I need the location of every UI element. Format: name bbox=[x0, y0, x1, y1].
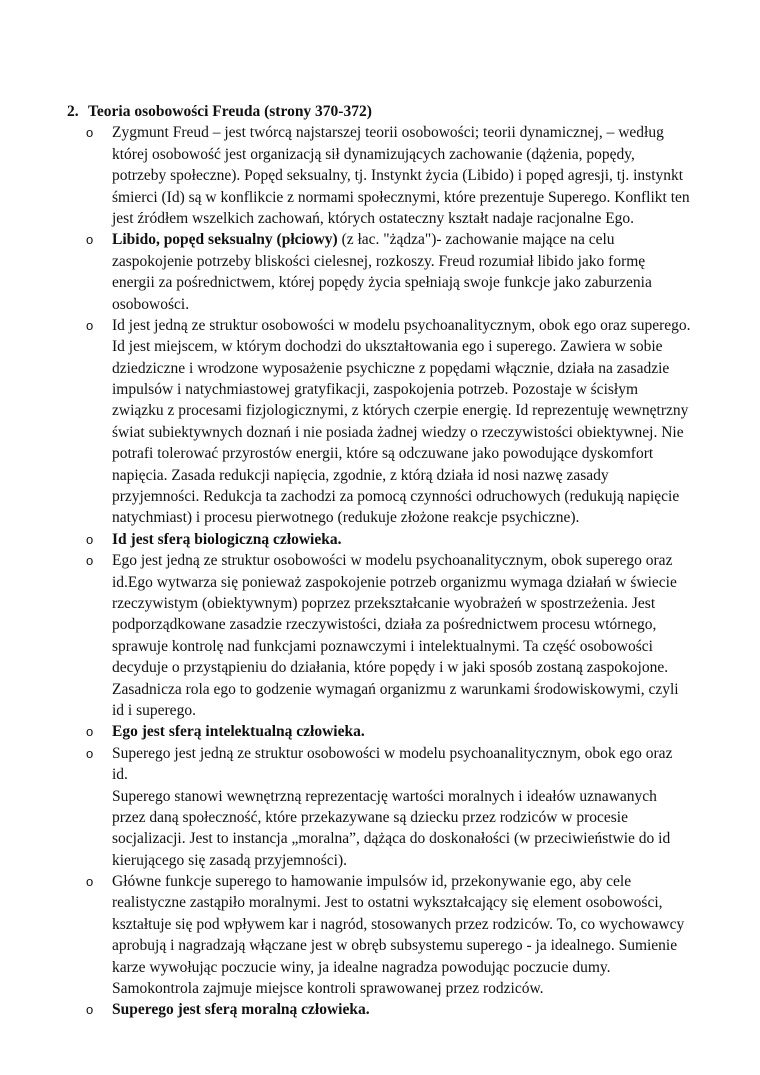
text-line: aprobują i nagradzają włączane jest w obręb subsystemu superego - ja idealnego. Sumienie bbox=[112, 937, 678, 955]
list-item bbox=[0, 529, 760, 550]
section-heading bbox=[0, 101, 760, 122]
text-line: przez daną społeczność, które przekazywane są dziecku przez rodziców w procesie bbox=[112, 808, 628, 826]
list-item bbox=[0, 550, 760, 721]
text-line: rzeczywistym (obiektywnym) poprzez przekształcanie wyobrażeń w spostrzeżenia. Jest bbox=[112, 594, 656, 612]
text-line: napięcia. Zasada redukcji napięcia, zgodnie, z którą działa id nosi nazwę zasady bbox=[112, 466, 609, 484]
text-line: zaspokojenie potrzeby bliskości cielesnej, rozkoszy. Freud rozumiał libido jako formę bbox=[112, 252, 646, 270]
text-line: Główne funkcje superego to hamowanie impulsów id, przekonywanie ego, aby cele bbox=[112, 873, 632, 891]
bullet-icon: o bbox=[86, 1002, 94, 1018]
text-line: decyduje o przystąpieniu do działania, które popędy i w jaki sposób zostaną zaspokojone. bbox=[112, 659, 669, 677]
text-line: karze wywołując poczucie winy, ja idealne nagradza powodując poczucie dumy. bbox=[112, 958, 611, 976]
text-line: Superego jest jedną ze struktur osobowości w modelu psychoanalitycznym, obok ego oraz bbox=[112, 744, 673, 762]
list-item bbox=[0, 229, 760, 315]
text-line: Samokontrola zajmuje miejsce kontroli sprawowanej przez rodziców. bbox=[112, 980, 544, 998]
text-line: sprawuje kontrolę nad funkcjami poznawczymi i intelektualnymi. Ta część osobowości bbox=[112, 637, 653, 655]
section-title: Teoria osobowości Freuda (strony 370-372) bbox=[88, 103, 372, 120]
text-line: podporządkowane zasadzie rzeczywistości, działa za pośrednictwem procesu wtórnego, bbox=[112, 616, 657, 634]
text-line: dziedziczne i wrodzone wyposażenie psychiczne z popędami włącznie, działa na zasadzie bbox=[112, 359, 670, 377]
bullet-icon: o bbox=[86, 745, 94, 761]
text-line: Zasadnicza rola ego to godzenie wymagań organizmu z warunkami środowiskowymi, czyli bbox=[112, 680, 679, 698]
list-item bbox=[0, 315, 760, 529]
bullet-icon: o bbox=[86, 874, 94, 890]
list-item bbox=[0, 999, 760, 1020]
text-line: Zygmunt Freud – jest twórcą najstarszej teorii osobowości; teorii dynamicznej, – według bbox=[112, 124, 664, 142]
bullet-icon: o bbox=[86, 553, 94, 569]
text-line: id.Ego wytwarza się ponieważ zaspokojenie potrzeb organizmu wymaga działań w świecie bbox=[112, 573, 677, 591]
text-line: id i superego. bbox=[112, 701, 196, 719]
text-line: potrafi tolerować przyrostów energii, które są odczuwane jako powodujące dyskomfort bbox=[112, 445, 654, 463]
bullet-icon: o bbox=[86, 125, 94, 141]
section-number: 2. bbox=[67, 103, 79, 120]
text-line: natychmiast) i procesu pierwotnego (redukuje złożone reakcje psychiczne). bbox=[112, 509, 580, 527]
text-line: Ego jest jedną ze struktur osobowości w modelu psychoanalitycznym, obok superego oraz bbox=[112, 552, 673, 570]
bullet-icon: o bbox=[86, 531, 94, 547]
text-line: energii za pośrednictwem, której popędy życia spełniają swoje funkcje jako zaburzenia bbox=[112, 274, 652, 292]
text-line: której osobowość jest organizacją sił dynamizujących zachowanie (dążenia, popędy, bbox=[112, 145, 635, 163]
bullet-icon: o bbox=[86, 232, 94, 248]
text-line: Superego stanowi wewnętrzną reprezentację wartości moralnych i ideałów uznawanych bbox=[112, 787, 657, 805]
list-item bbox=[0, 721, 760, 742]
text-line: śmierci (Id) są w konflikcie z normami społecznymi, które prezentuje Superego. Konflikt ten bbox=[112, 188, 690, 206]
text-line: związku z procesami fizjologicznymi, z których czerpie energię. Id reprezentuję wewnętrzny bbox=[112, 402, 689, 420]
list-item bbox=[0, 743, 760, 871]
bullet-icon: o bbox=[86, 317, 94, 333]
bold-term: Libido, popęd seksualny (płciowy) bbox=[112, 231, 338, 249]
list-item bbox=[0, 871, 760, 999]
text-line: Id jest jedną ze struktur osobowości w modelu psychoanalitycznym, obok ego oraz superego. bbox=[112, 316, 691, 334]
text-line: osobowości. bbox=[112, 295, 190, 313]
text-line: Id jest miejscem, w którym dochodzi do ukształtowania ego i superego. Zawiera w sobie bbox=[112, 338, 663, 356]
text-line: id. bbox=[112, 766, 128, 784]
text-line: kierującego się zasadą przyjemności). bbox=[112, 851, 347, 869]
list-item bbox=[0, 122, 760, 229]
bullet-icon: o bbox=[86, 724, 94, 740]
text-line: potrzeby społeczne). Popęd seksualny, tj. Instynkt życia (Libido) i popęd agresji, tj. instynkt bbox=[112, 167, 684, 185]
text-line: impulsów i natychmiastowej gratyfikacji, zaspokojenia potrzeb. Pozostaje w ścisłym bbox=[112, 381, 639, 399]
text-line: Superego jest sferą moralną człowieka. bbox=[112, 1001, 370, 1019]
text-line: Ego jest sferą intelektualną człowieka. bbox=[112, 723, 365, 741]
document-page bbox=[0, 101, 760, 1021]
text-line: świat subiektywnych doznań i nie posiada żadnej wiedzy o rzeczywistości obiektywnej. Nie bbox=[112, 423, 684, 441]
text-line: przyjemności. Redukcja ta zachodzi za pomocą czynności odruchowych (redukują napięcie bbox=[112, 488, 680, 506]
bullet-list bbox=[0, 122, 760, 1020]
text-line: socjalizacji. Jest to instancja „moralna”, dążąca do doskonałości (w przeciwieństwie do id bbox=[112, 830, 671, 848]
text-line: realistyczne zastąpiło moralnymi. Jest to ostatni wykształcający się element osobowości, bbox=[112, 894, 663, 912]
line-text: (z łac. "żądza")- zachowanie mające na celu bbox=[337, 231, 615, 249]
text-line: Id jest sferą biologiczną człowieka. bbox=[112, 530, 342, 548]
text-line bbox=[112, 229, 760, 250]
text-line: kształtuje się pod wpływem kar i nagród, stosowanych przez rodziców. To, co wychowawcy bbox=[112, 915, 685, 933]
text-line: jest źródłem wszelkich zachowań, których ostateczny kształt nadaje racjonalne Ego. bbox=[112, 209, 635, 227]
